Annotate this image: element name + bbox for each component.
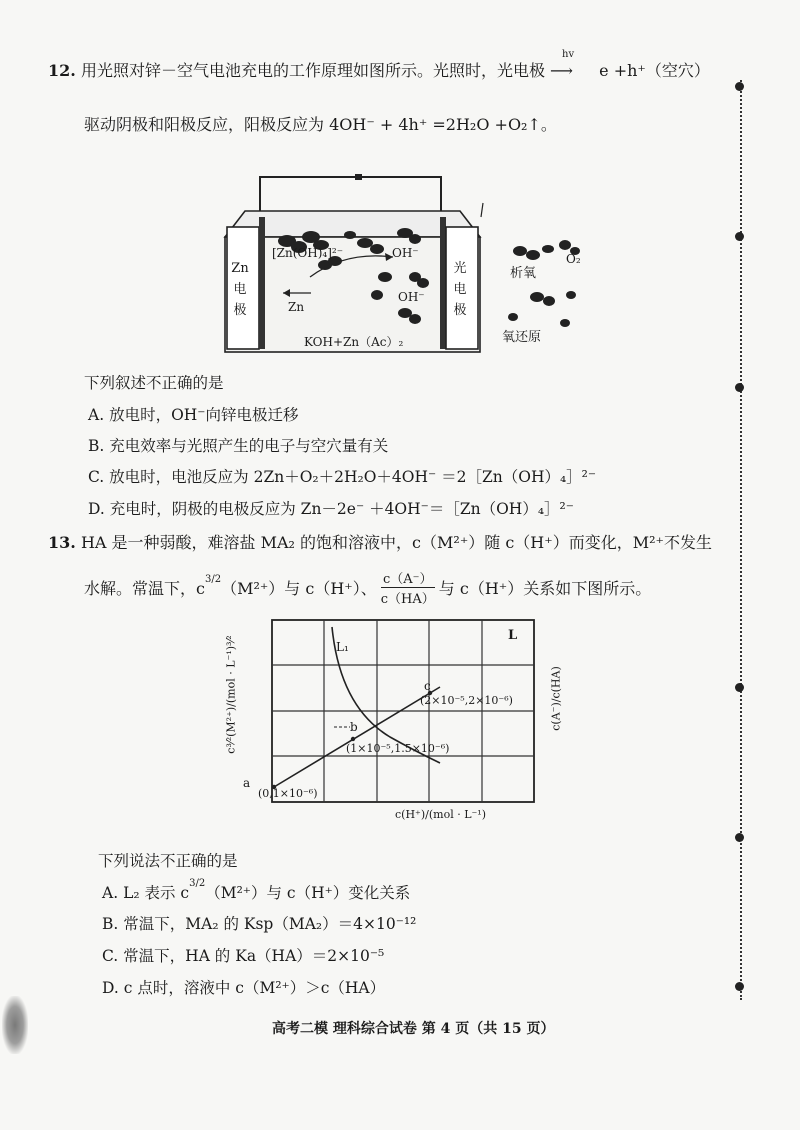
- q13-option-c[interactable]: [102, 944, 384, 966]
- option-text: 放电时，OH⁻向锌电极迁移: [109, 406, 299, 424]
- option-letter: A.: [102, 884, 119, 902]
- q13-prompt: 下列说法不正确的是: [98, 852, 238, 870]
- scan-smudge: [2, 996, 28, 1054]
- option-letter: D.: [88, 500, 105, 518]
- ratio-fraction: [379, 568, 437, 607]
- binding-hole: [735, 833, 744, 842]
- q12-stem-1-tail: e +h⁺（空穴）: [599, 61, 710, 80]
- label-part: 极: [453, 303, 467, 318]
- option-letter: B.: [102, 915, 119, 933]
- q13-stem-1: HA 是一种弱酸，难溶盐 MA₂ 的饱和溶液中，c（M²⁺）随 c（H⁺）而变化，M²⁺不发生: [80, 533, 712, 552]
- q13-stem-2b: （M²⁺）与 c（H⁺）、: [221, 579, 377, 598]
- x-axis-label: c(H⁺)/(mol · L⁻¹): [395, 808, 487, 821]
- binding-line: [740, 80, 742, 1000]
- q12-option-a[interactable]: [88, 403, 298, 425]
- fraction-numerator: c（A⁻）: [381, 568, 435, 588]
- electrolyte-label: KOH+Zn（Ac）₂: [304, 335, 404, 349]
- binding-hole: [735, 82, 744, 91]
- q12-number: 12.: [48, 61, 76, 80]
- q12-stem-2: 驱动阴极和阳极反应，阳极反应为 4OH⁻ + 4h⁺ =2H₂O +O₂↑。: [84, 115, 557, 134]
- point-b-label: b: [350, 720, 358, 734]
- option-text: （M²⁺）与 c（H⁺）变化关系: [205, 884, 411, 902]
- q12-hv: hv: [562, 49, 575, 60]
- oxygen-evolution-label: 析氧: [510, 266, 537, 281]
- option-text: L₂ 表示 c: [123, 884, 190, 902]
- point-b-coord: (1×10⁻⁵,1.5×10⁻⁶): [346, 742, 450, 755]
- label-part: 极: [233, 303, 247, 318]
- q13-option-d[interactable]: [102, 976, 385, 998]
- label-part: 电: [453, 282, 467, 297]
- option-text: 充电效率与光照产生的电子与空穴量有关: [109, 437, 389, 455]
- oxygen-reduction-label: 氧还原: [502, 330, 542, 345]
- curve-label-l1: L₁: [336, 640, 349, 654]
- q12-option-b[interactable]: [88, 434, 388, 456]
- q12-prompt: 下列叙述不正确的是: [84, 374, 224, 392]
- zn-electrode-label: [230, 258, 250, 321]
- q13-number: 13.: [48, 533, 76, 552]
- binding-hole: [735, 683, 744, 692]
- y-axis-label-left: c³⁄²(M²⁺)/(mol · L⁻¹)³⁄²: [224, 635, 238, 754]
- point-a-label: a: [243, 776, 251, 790]
- q13-option-b[interactable]: [102, 912, 416, 934]
- q12-arrow: hv ⟶: [550, 49, 575, 80]
- battery-diagram: [215, 165, 615, 360]
- option-letter: C.: [88, 468, 105, 486]
- option-exp: 3/2: [189, 877, 206, 889]
- q13-line2: [84, 568, 651, 607]
- binding-hole: [735, 982, 744, 991]
- complex-label: [Zn(OH)₄]²⁻: [272, 246, 344, 260]
- oh-label-2: OH⁻: [398, 290, 425, 304]
- q13-exp: 3/2: [204, 574, 222, 585]
- q12-stem-1: 用光照对锌－空气电池充电的工作原理如图所示。光照时，光电极: [80, 61, 545, 80]
- option-letter: B.: [88, 437, 105, 455]
- option-text: 常温下，HA 的 Ka（HA）＝2×10⁻⁵: [123, 947, 385, 965]
- q13-option-a[interactable]: [102, 877, 411, 903]
- point-c-coord: (2×10⁻⁵,2×10⁻⁶): [420, 694, 513, 707]
- option-text: 充电时，阴极的电极反应为 Zn－2e⁻ ＋4OH⁻＝［Zn（OH）₄］²⁻: [109, 500, 574, 518]
- oh-label-1: OH⁻: [392, 246, 419, 260]
- option-text: 放电时，电池反应为 2Zn＋O₂＋2H₂O＋4OH⁻ ＝2［Zn（OH）₄］²⁻: [109, 468, 597, 486]
- option-text: c 点时，溶液中 c（M²⁺）＞c（HA）: [123, 979, 386, 997]
- q13-stem-2a: 水解。常温下，c: [84, 579, 205, 598]
- option-letter: A.: [88, 406, 105, 424]
- point-c-label: c: [424, 679, 431, 693]
- point-a-coord: (0,1×10⁻⁶): [258, 787, 318, 800]
- label-part: Zn: [231, 261, 249, 276]
- fraction-denominator: c（HA）: [380, 592, 435, 607]
- o2-label: O₂: [566, 252, 581, 266]
- page-footer: 高考二模 理科综合试卷 第 4 页（共 15 页）: [272, 1021, 555, 1037]
- option-letter: C.: [102, 947, 119, 965]
- zn-label: Zn: [288, 300, 305, 314]
- binding-hole: [735, 232, 744, 241]
- q13-line1: [48, 530, 712, 553]
- q12-option-c[interactable]: [88, 465, 596, 487]
- label-part: 电: [233, 282, 247, 297]
- option-letter: D.: [102, 979, 119, 997]
- q13-stem-2c: 与 c（H⁺）关系如下图所示。: [438, 579, 652, 598]
- label-part: 光: [453, 261, 467, 276]
- option-text: 常温下，MA₂ 的 Ksp（MA₂）＝4×10⁻¹²: [123, 915, 417, 933]
- y-axis-label-right: c(A⁻)/c(HA): [549, 666, 563, 731]
- line-label-l: L: [508, 628, 518, 643]
- q12-line1: [48, 49, 710, 81]
- binding-hole: [735, 383, 744, 392]
- q12-option-d[interactable]: [88, 497, 574, 519]
- photo-electrode-label: [450, 258, 470, 321]
